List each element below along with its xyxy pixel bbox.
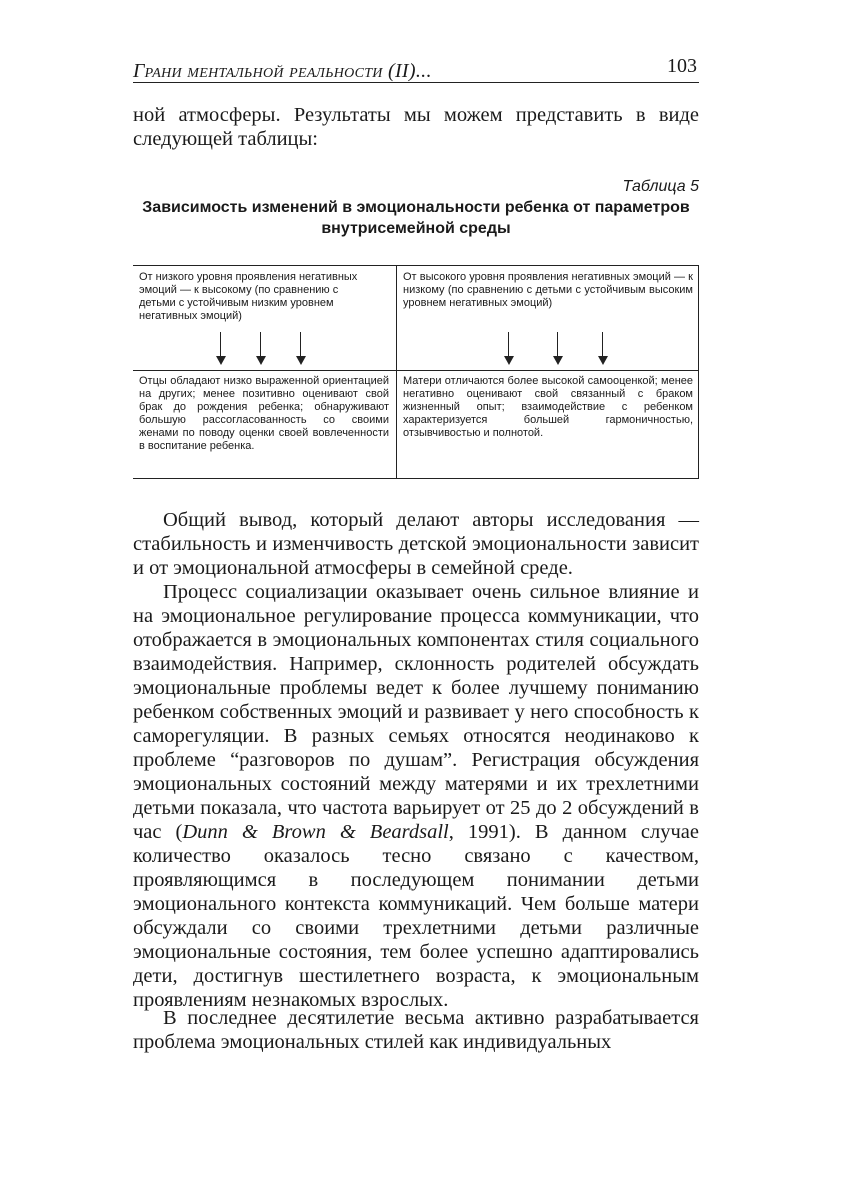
paragraph-text: , 1991). В данном случае количество оказалось тесно связано с качеством, проявляющимся в последующем понимании детьми эмоционального контекста коммуникаций. Чем больше матери обсуждали со своими трехлетними детьми различные эмоциональные состояния, тем более успешно адаптировались дети, достигнув шестилетнего возраста, к эмоциональным проявлениям незнакомых взрослых. [133,821,699,1011]
paragraph-emotional-styles: В последнее десятилетие весьма активно разрабатывается проблема эмоциональных стилей как индивидуальных [133,1007,699,1053]
table-divider-vertical [396,266,397,478]
paragraph-text: Процесс социализации оказывает очень сильное влияние и на эмоциональное регулирование процесса коммуникации, что отображается в эмоциональных компонентах стиля социального взаимодействия. Например, склонность родителей обсуждать эмоциональные проблемы ведет к более лучшему пониманию ребенком собственных эмоций и развивает у него способность к саморегуляции. В разных семьях относятся неодинаково к проблеме “разговоров по душам”. Регистрация обсуждения эмоциональных состояний между матерями и их трехлетними детьми показала, что частота варьирует от 25 до 2 обсуждений в час ( [133,581,699,843]
running-title: Грани ментальной реальности (II)... [133,60,432,82]
page-header [133,52,699,83]
table-cell-top-left: От низкого уровня проявления негативных эмоций — к высокому (по сравнению с детьми с устойчивым низким уровнем негативных эмоций) [139,271,358,322]
page-number: 103 [667,55,697,77]
paragraph-conclusion: Общий вывод, который делают авторы исследования — стабильность и изменчивость детской эмоциональности зависит и от эмоциональной атмосферы в семейной среде. [133,509,699,579]
arrow-down-icon [598,332,608,366]
table-divider-horizontal [133,370,699,371]
citation-authors: Dunn & Brown & Beardsall [182,821,449,843]
table-cell-bottom-left: Отцы обладают низко выраженной ориентацией на других; менее позитивно оценивают свой брак до рождения ребенка; обнаруживают большую рассогласованность со своими женами по поводу оценки своей вовлеченности в воспитание ребенка. [139,375,389,452]
intro-paragraph: ной атмосферы. Результаты мы можем представить в виде следующей таблицы: [133,104,699,150]
table-border-right [698,266,699,478]
table-cell-top-right: От высокого уровня проявления негативных эмоций — к низкому (по сравнению с детьми с устойчивым высоким уровнем негативных эмоций) [403,271,693,309]
paragraph-socialization [133,580,699,1012]
table [133,265,699,479]
arrow-down-icon [553,332,563,366]
arrow-down-icon [504,332,514,366]
arrow-down-icon [216,332,226,366]
table-title: Зависимость изменений в эмоциональности ребенка от параметров внутрисемейной среды [142,199,690,237]
table-label: Таблица 5 [622,178,699,195]
arrow-down-icon [296,332,306,366]
arrow-down-icon [256,332,266,366]
table-cell-bottom-right: Матери отличаются более высокой самооценкой; менее негативно оценивают свой связанный с браком жизненный опыт; взаимодействие с ребенком характеризуется большей гармоничностью, отзывчивостью и полнотой. [403,375,693,439]
